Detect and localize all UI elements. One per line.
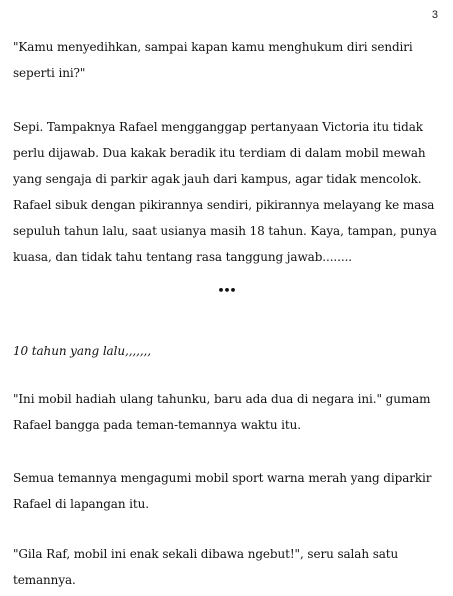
- text-line: seperti ini?": [13, 66, 86, 80]
- text-line: Rafael di lapangan itu.: [13, 497, 149, 511]
- text-line: "Ini mobil hadiah ulang tahunku, baru ada dua di negara ini." gumam: [13, 392, 431, 406]
- flashback-heading: [13, 338, 438, 364]
- text-line: 10 tahun yang lalu,,,,,,,: [13, 344, 151, 358]
- text-line: Semua temannya mengagumi mobil sport warna merah yang diparkir: [13, 471, 432, 485]
- section-separator: •••: [217, 284, 236, 297]
- page-number: 3: [431, 9, 438, 21]
- text-line: Rafael bangga pada teman-temannya waktu itu.: [13, 418, 301, 432]
- text-line: "Kamu menyedihkan, sampai kapan kamu menghukum diri sendiri: [13, 40, 413, 54]
- text-line: sepuluh tahun lalu, saat usianya masih 18 tahun. Kaya, tampan, punya: [13, 224, 437, 238]
- text-line: perlu dijawab. Dua kakak beradik itu terdiam di dalam mobil mewah: [13, 146, 426, 160]
- text-line: Rafael sibuk dengan pikirannya sendiri, pikirannya melayang ke masa: [13, 198, 435, 212]
- paragraph-narration: [13, 114, 438, 270]
- paragraph-friend-dialogue: [13, 541, 438, 593]
- paragraph-dialogue-victoria: [13, 34, 438, 86]
- text-line: kuasa, dan tidak tahu tentang rasa tanggung jawab........: [13, 250, 352, 264]
- paragraph-rafael-car: [13, 386, 438, 438]
- text-line: Sepi. Tampaknya Rafael mengganggap pertanyaan Victoria itu tidak: [13, 120, 423, 134]
- paragraph-friends-admire: [13, 465, 438, 517]
- text-line: yang sengaja di parkir agak jauh dari kampus, agar tidak mencolok.: [13, 172, 422, 186]
- text-line: temannya.: [13, 573, 76, 587]
- text-line: "Gila Raf, mobil ini enak sekali dibawa ngebut!", seru salah satu: [13, 547, 399, 561]
